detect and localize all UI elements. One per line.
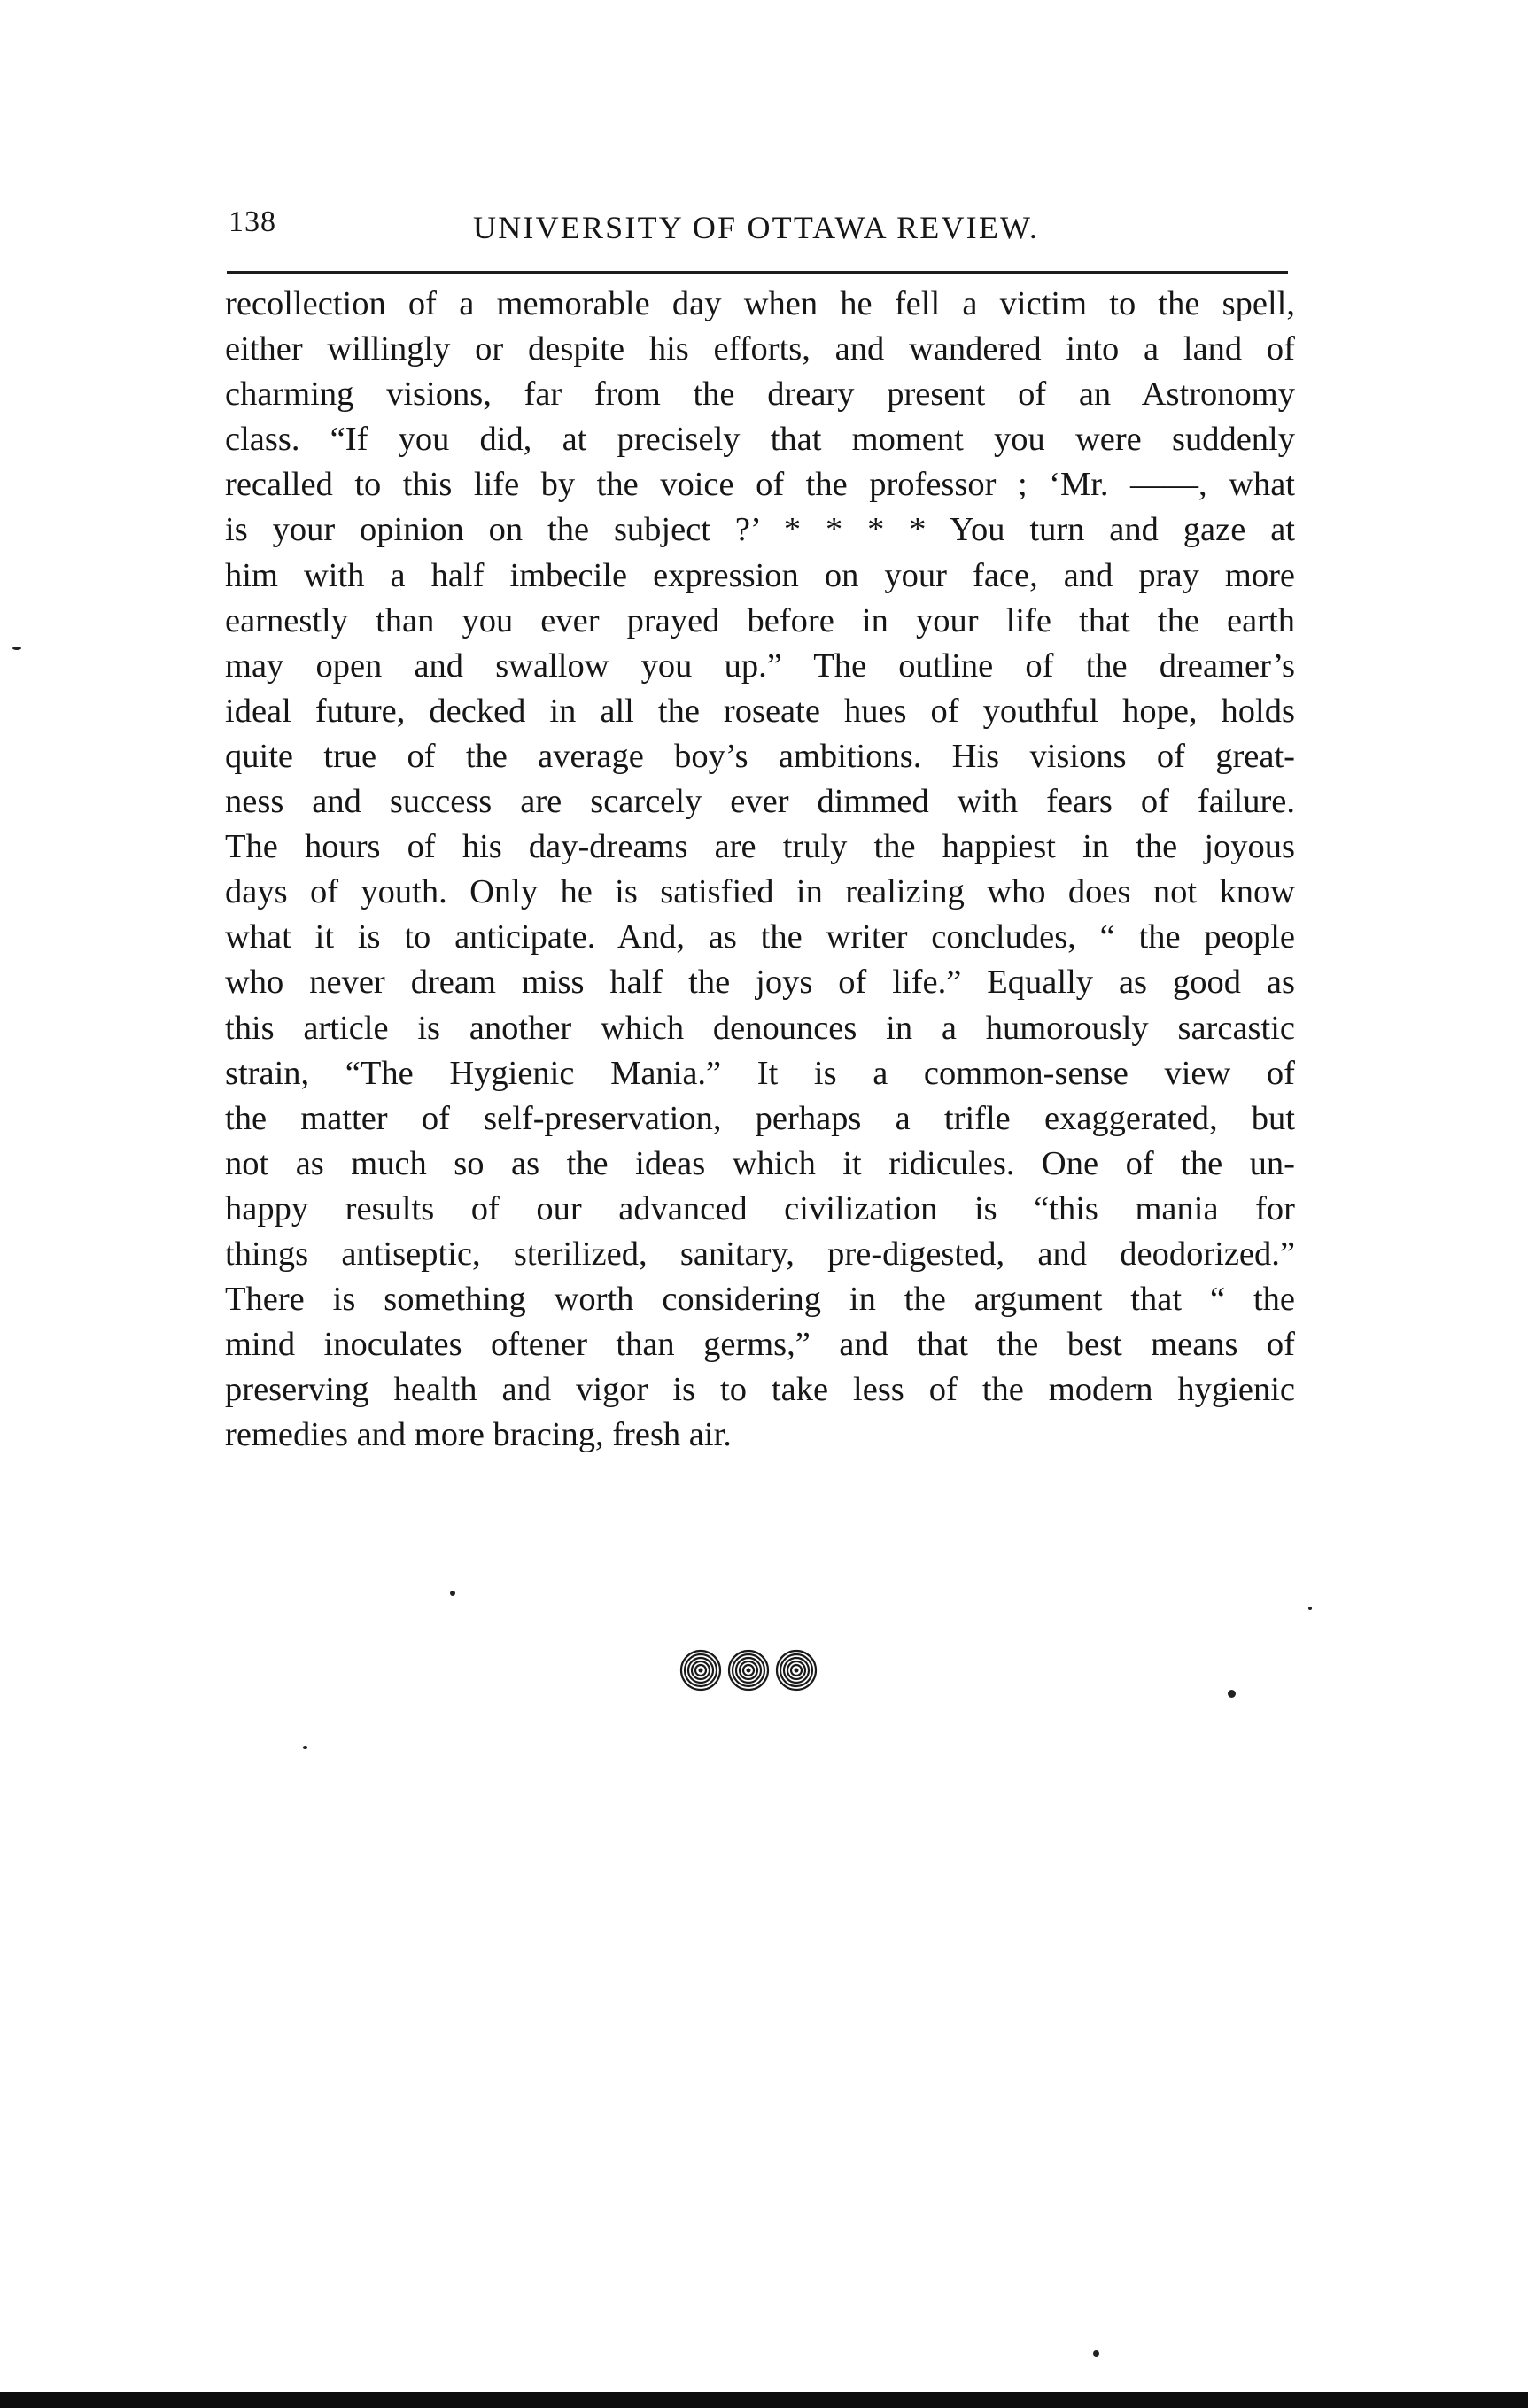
text-line: The hours of his day-dreams are truly the happiest in the joyous [225,828,1295,866]
text-line: mind inoculates oftener than germs,” and that the best means of [225,1326,1295,1364]
text-line: things antiseptic, sterilized, sanitary, pre-digested, and deodorized.” [225,1235,1295,1273]
text-line: recalled to this life by the voice of the professor ; ‘Mr. ——, what [225,466,1295,504]
text-line: this article is another which denounces in a humorously sarcastic [225,1009,1295,1047]
text-line: There is something worth considering in the argument that “ the [225,1281,1295,1319]
text-line: days of youth. Only he is satisfied in realizing who does not know [225,873,1295,911]
scan-speck [1228,1690,1236,1698]
page-header [220,205,1290,255]
text-line: ideal future, decked in all the roseate hues of youthful hope, holds [225,692,1295,730]
scan-speck [1093,2350,1099,2357]
text-line: charming visions, far from the dreary present of an Astronomy [225,376,1295,414]
text-line: remedies and more bracing, fresh air. [225,1416,732,1454]
text-line: what it is to anticipate. And, as the writer concludes, “ the people [225,918,1295,956]
text-line: the matter of self-preservation, perhaps a trifle exaggerated, but [225,1099,1295,1137]
page-number: 138 [229,205,276,238]
text-line: ness and success are scarcely ever dimmed with fears of failure. [225,783,1295,821]
text-line: class. “If you did, at precisely that moment you were suddenly [225,421,1295,459]
scan-bottom-edge [0,2392,1528,2408]
text-line: quite true of the average boy’s ambitions. His visions of great- [225,737,1295,775]
spiral-icon [727,1649,770,1692]
scan-speck [303,1746,307,1749]
scan-speck [1308,1607,1312,1610]
header-rule [227,271,1288,274]
scan-speck [450,1591,455,1596]
text-line: earnestly than you ever prayed before in your life that the earth [225,601,1295,639]
text-line: happy results of our advanced civilization is “this mania for [225,1189,1295,1227]
text-line: not as much so as the ideas which it ridicules. One of the un- [225,1144,1295,1182]
body-paragraph [225,282,1295,1458]
text-line: either willingly or despite his efforts, and wandered into a land of [225,330,1295,368]
text-line: recollection of a memorable day when he fell a victim to the spell, [225,285,1295,322]
triple-spiral-ornament-icon [679,1645,821,1695]
spiral-icon [679,1649,722,1692]
spiral-icon [775,1649,818,1692]
text-line: who never dream miss half the joys of life.” Equally as good as [225,964,1295,1002]
running-head: UNIVERSITY OF OTTAWA REVIEW. [473,210,1040,245]
text-line: may open and swallow you up.” The outline of the dreamer’s [225,647,1295,685]
text-line: strain, “The Hygienic Mania.” It is a common-sense view of [225,1054,1295,1092]
scan-speck [12,647,21,650]
text-line: preserving health and vigor is to take less of the modern hygienic [225,1371,1295,1409]
text-line: is your opinion on the subject ?’ * * * * You turn and gaze at [225,511,1295,549]
text-line: him with a half imbecile expression on your face, and pray more [225,556,1295,594]
